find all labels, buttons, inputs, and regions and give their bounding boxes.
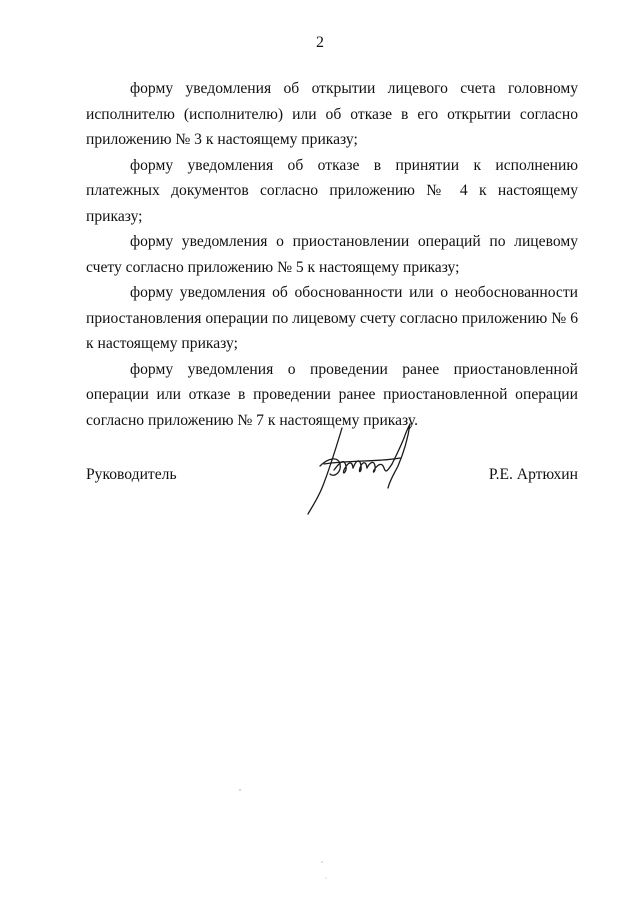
paragraph-appendix-7: форму уведомления о проведении ранее приостановленной операции или отказе в проведении ранее приостановленной операции согласно приложению № 7 к настоящему приказу.: [86, 360, 578, 429]
handwritten-signature: [300, 418, 420, 518]
signatory-position: Руководитель: [86, 466, 177, 483]
document-body: [86, 76, 578, 433]
page-number: 2: [316, 34, 324, 51]
signatory-name: Р.Е. Артюхин: [488, 466, 578, 483]
paragraph-appendix-3: форму уведомления об открытии лицевого счета головному исполнителю (исполнителю) или об отказе в его открытии согласно приложению № 3 к настоящему приказу;: [86, 80, 578, 148]
paragraph-appendix-5: форму уведомления о приостановлении операций по лицевому счету согласно приложению № 5 к настоящему приказу;: [86, 233, 578, 276]
paragraph-appendix-6: форму уведомления об обоснованности или о необоснованности приостановления операции по лицевому счету согласно приложению № 6 к настоящему приказу;: [86, 284, 578, 352]
paragraph-appendix-4: форму уведомления об отказе в принятии к исполнению платежных документов согласно приложению № 4 к настоящему приказу;: [86, 156, 578, 225]
